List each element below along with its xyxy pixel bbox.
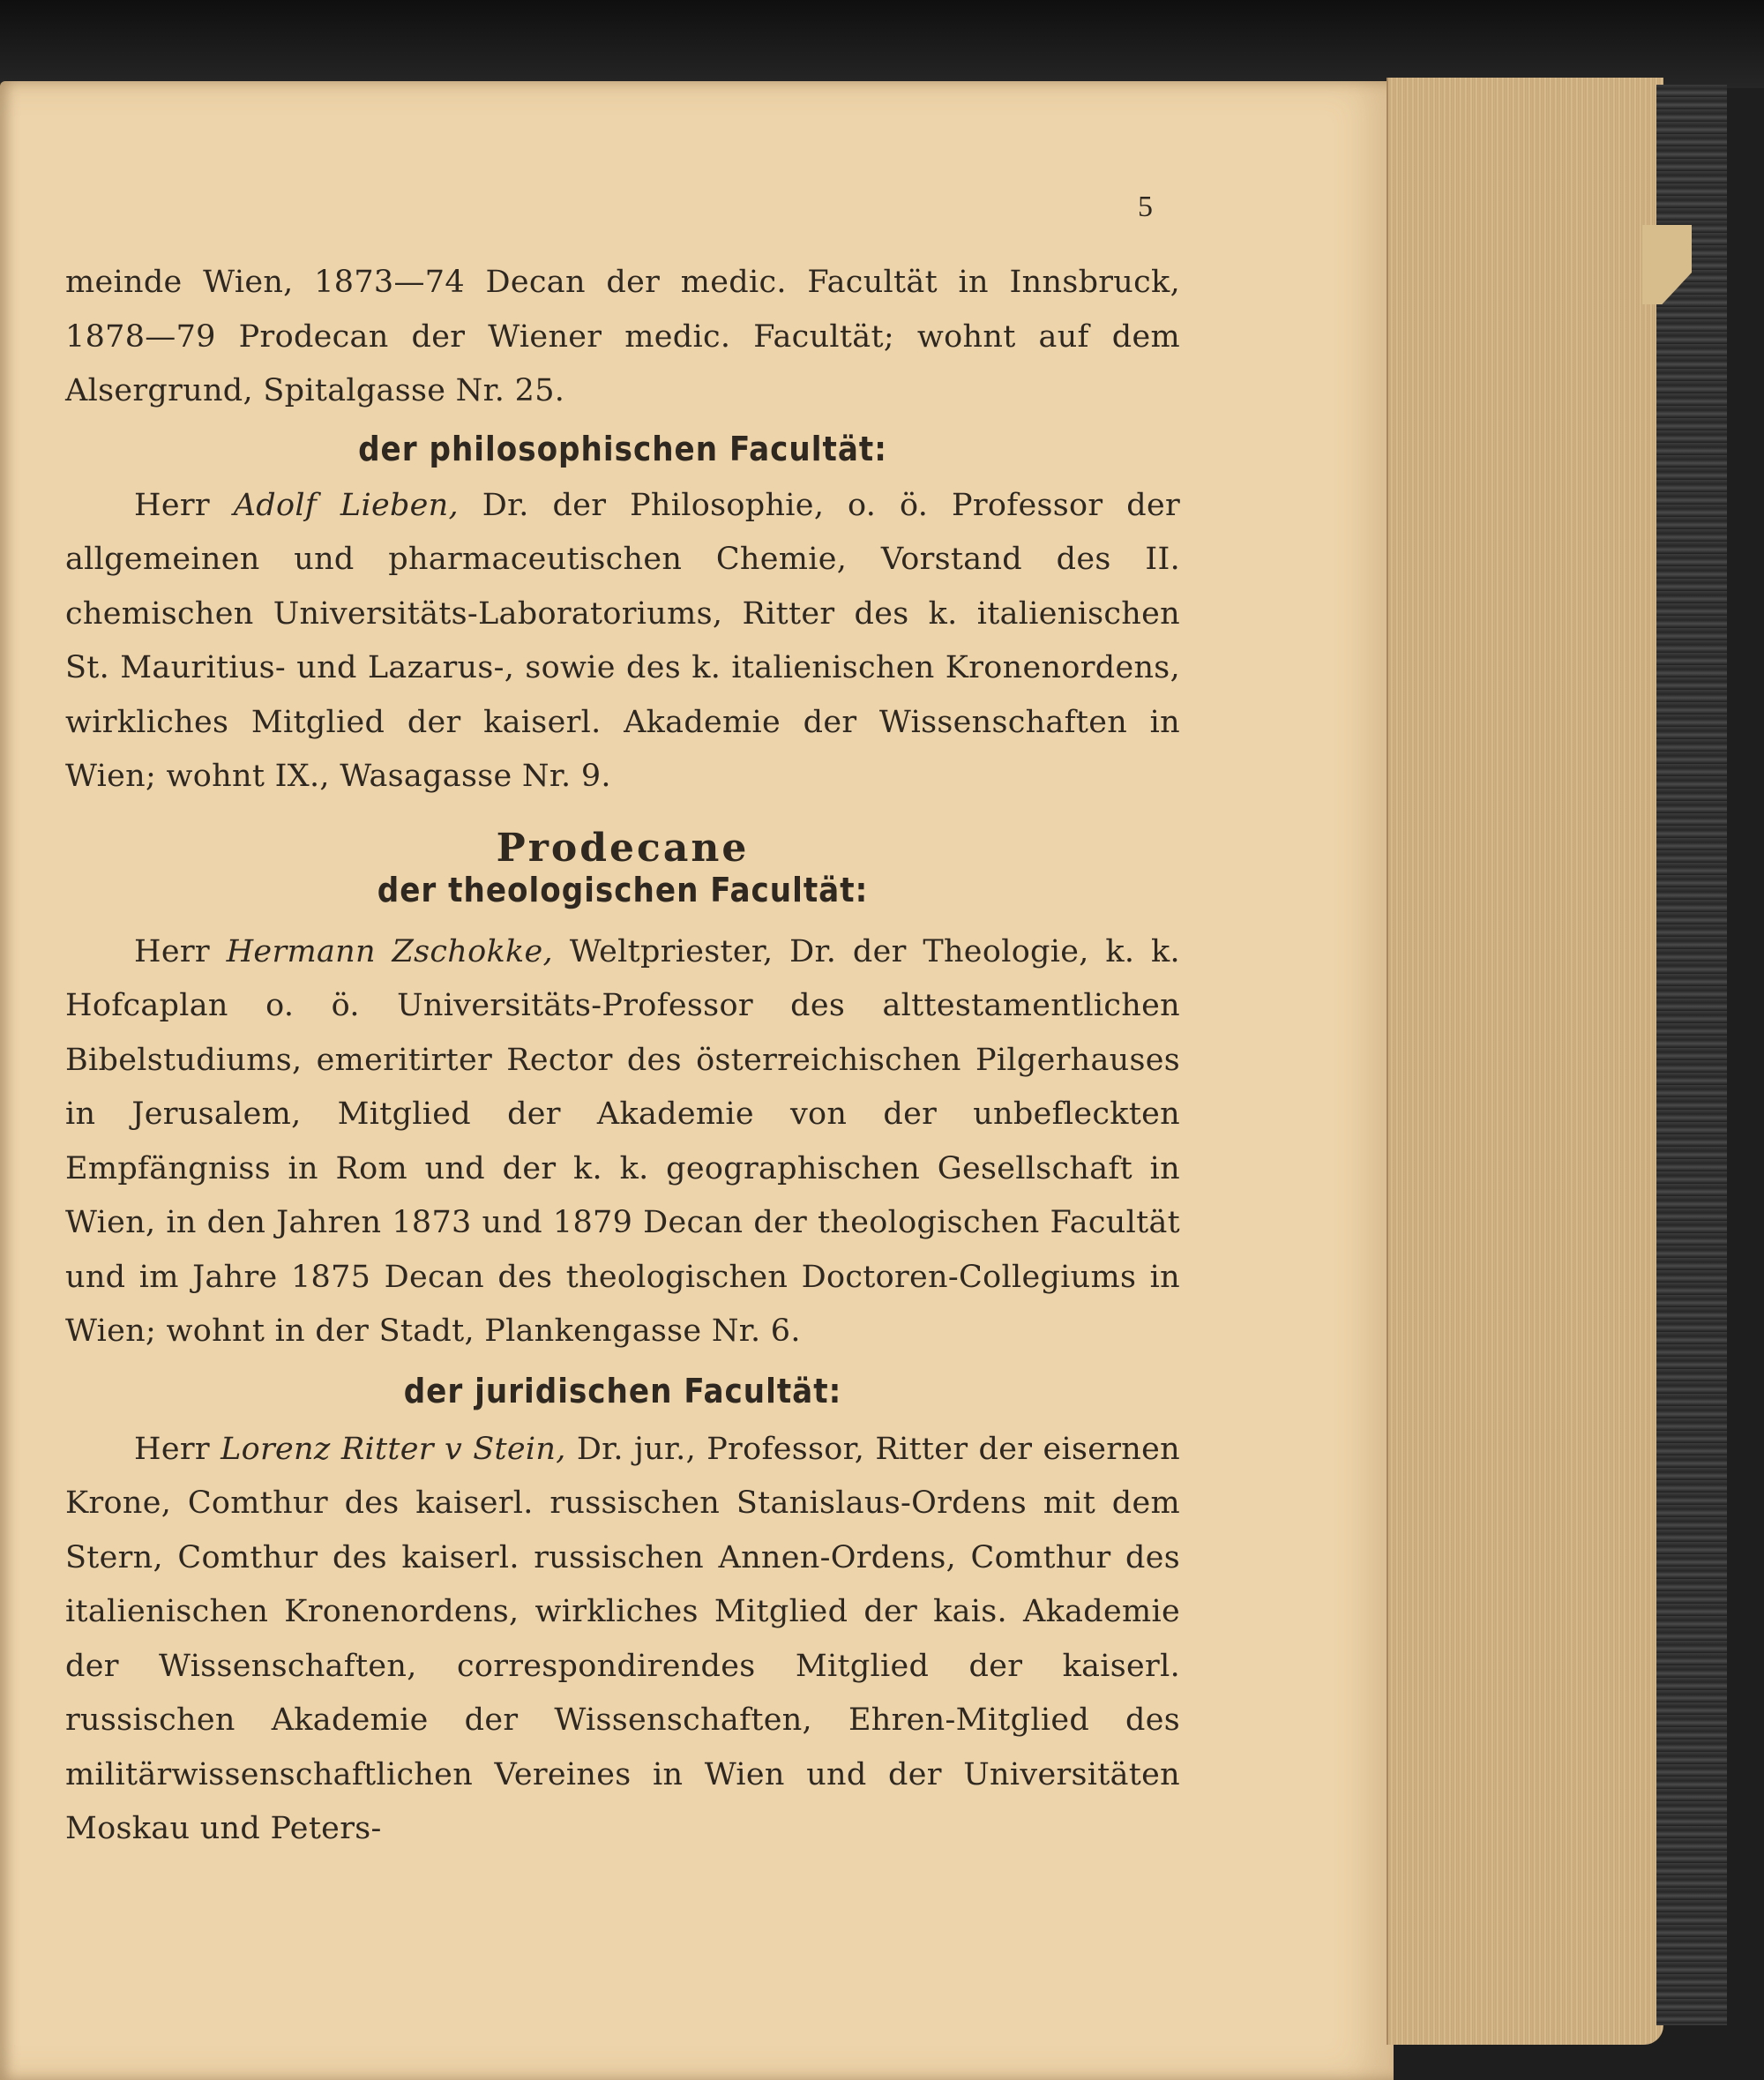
scan-background: [0, 0, 1764, 88]
text-run: Weltpriester, Dr. der Theologie, k. k. Hofcaplan o. ö. Universitäts-Professor des alttestamentlichen Bibelstudiums, emeritirter Rector des österreichischen Pilgerhauses in Jerusalem, Mitglied der Akademie von der unbefleckten Empfängniss in Rom und der k. k. geographischen Gesellschaft in Wien, in den Jahren 1873 und 1879 Decan der theologischen Facultät und im Jahre 1875 Decan des theologischen Doctoren-Collegiums in Wien; wohnt in der Stadt, Plankengasse Nr. 6.: [65, 933, 1180, 1349]
book-cover-edge: [1656, 85, 1727, 2025]
section-title: Prodecane: [496, 825, 750, 871]
page-edges: [1387, 78, 1663, 2045]
text-run: meinde Wien, 1873—74 Decan der medic. Facultät in Innsbruck, 1878—79 Prodecan der Wiener medic. Facultät; wohnt auf dem Alsergrund, Spitalgasse Nr. 25.: [65, 265, 1180, 408]
text-run: Dr. jur., Professor, Ritter der eisernen Krone, Comthur des kaiserl. russischen Stanislaus-Ordens mit dem Stern, Comthur des kaiserl. russischen Annen-Ordens, Comthur des italienischen Kronenordens, wirkliches Mitglied der kais. Akademie der Wissenschaften, correspondirendes Mitglied der kaiserl. russischen Akademie der Wissenschaften, Ehren-Mitglied des militärwissenschaftlichen Vereines in Wien und der Universitäten Moskau und Peters-: [65, 1431, 1180, 1846]
faculty-heading: der theologischen Facultät:: [377, 870, 869, 909]
person-name: Hermann Zschokke,: [226, 933, 553, 969]
text-run: Herr: [134, 487, 234, 523]
text-run: Herr: [134, 933, 227, 969]
text-paragraph: [65, 1423, 1180, 1857]
person-name: Lorenz Ritter v Stein,: [220, 1431, 566, 1467]
text-run: Herr: [134, 1431, 221, 1467]
person-name: Adolf Lieben,: [233, 487, 459, 523]
text-paragraph: [65, 256, 1180, 419]
page-number: 5: [1138, 191, 1153, 223]
faculty-heading: der juridischen Facultät:: [403, 1371, 842, 1410]
text-paragraph: [65, 925, 1180, 1359]
faculty-heading: der philosophischen Facultät:: [358, 429, 887, 468]
text-paragraph: [65, 479, 1180, 804]
text-run: Dr. der Philosophie, o. ö. Professor der allgemeinen und pharmaceutischen Chemie, Vorstand des II. chemischen Universitäts-Laboratoriums, Ritter des k. italienischen St. Mauritius- und Lazarus-, sowie des k. italienischen Kronenordens, wirkliches Mitglied der kaiserl. Akademie der Wissenschaften in Wien; wohnt IX., Wasagasse Nr. 9.: [65, 487, 1181, 794]
page-text: [65, 176, 1180, 1857]
